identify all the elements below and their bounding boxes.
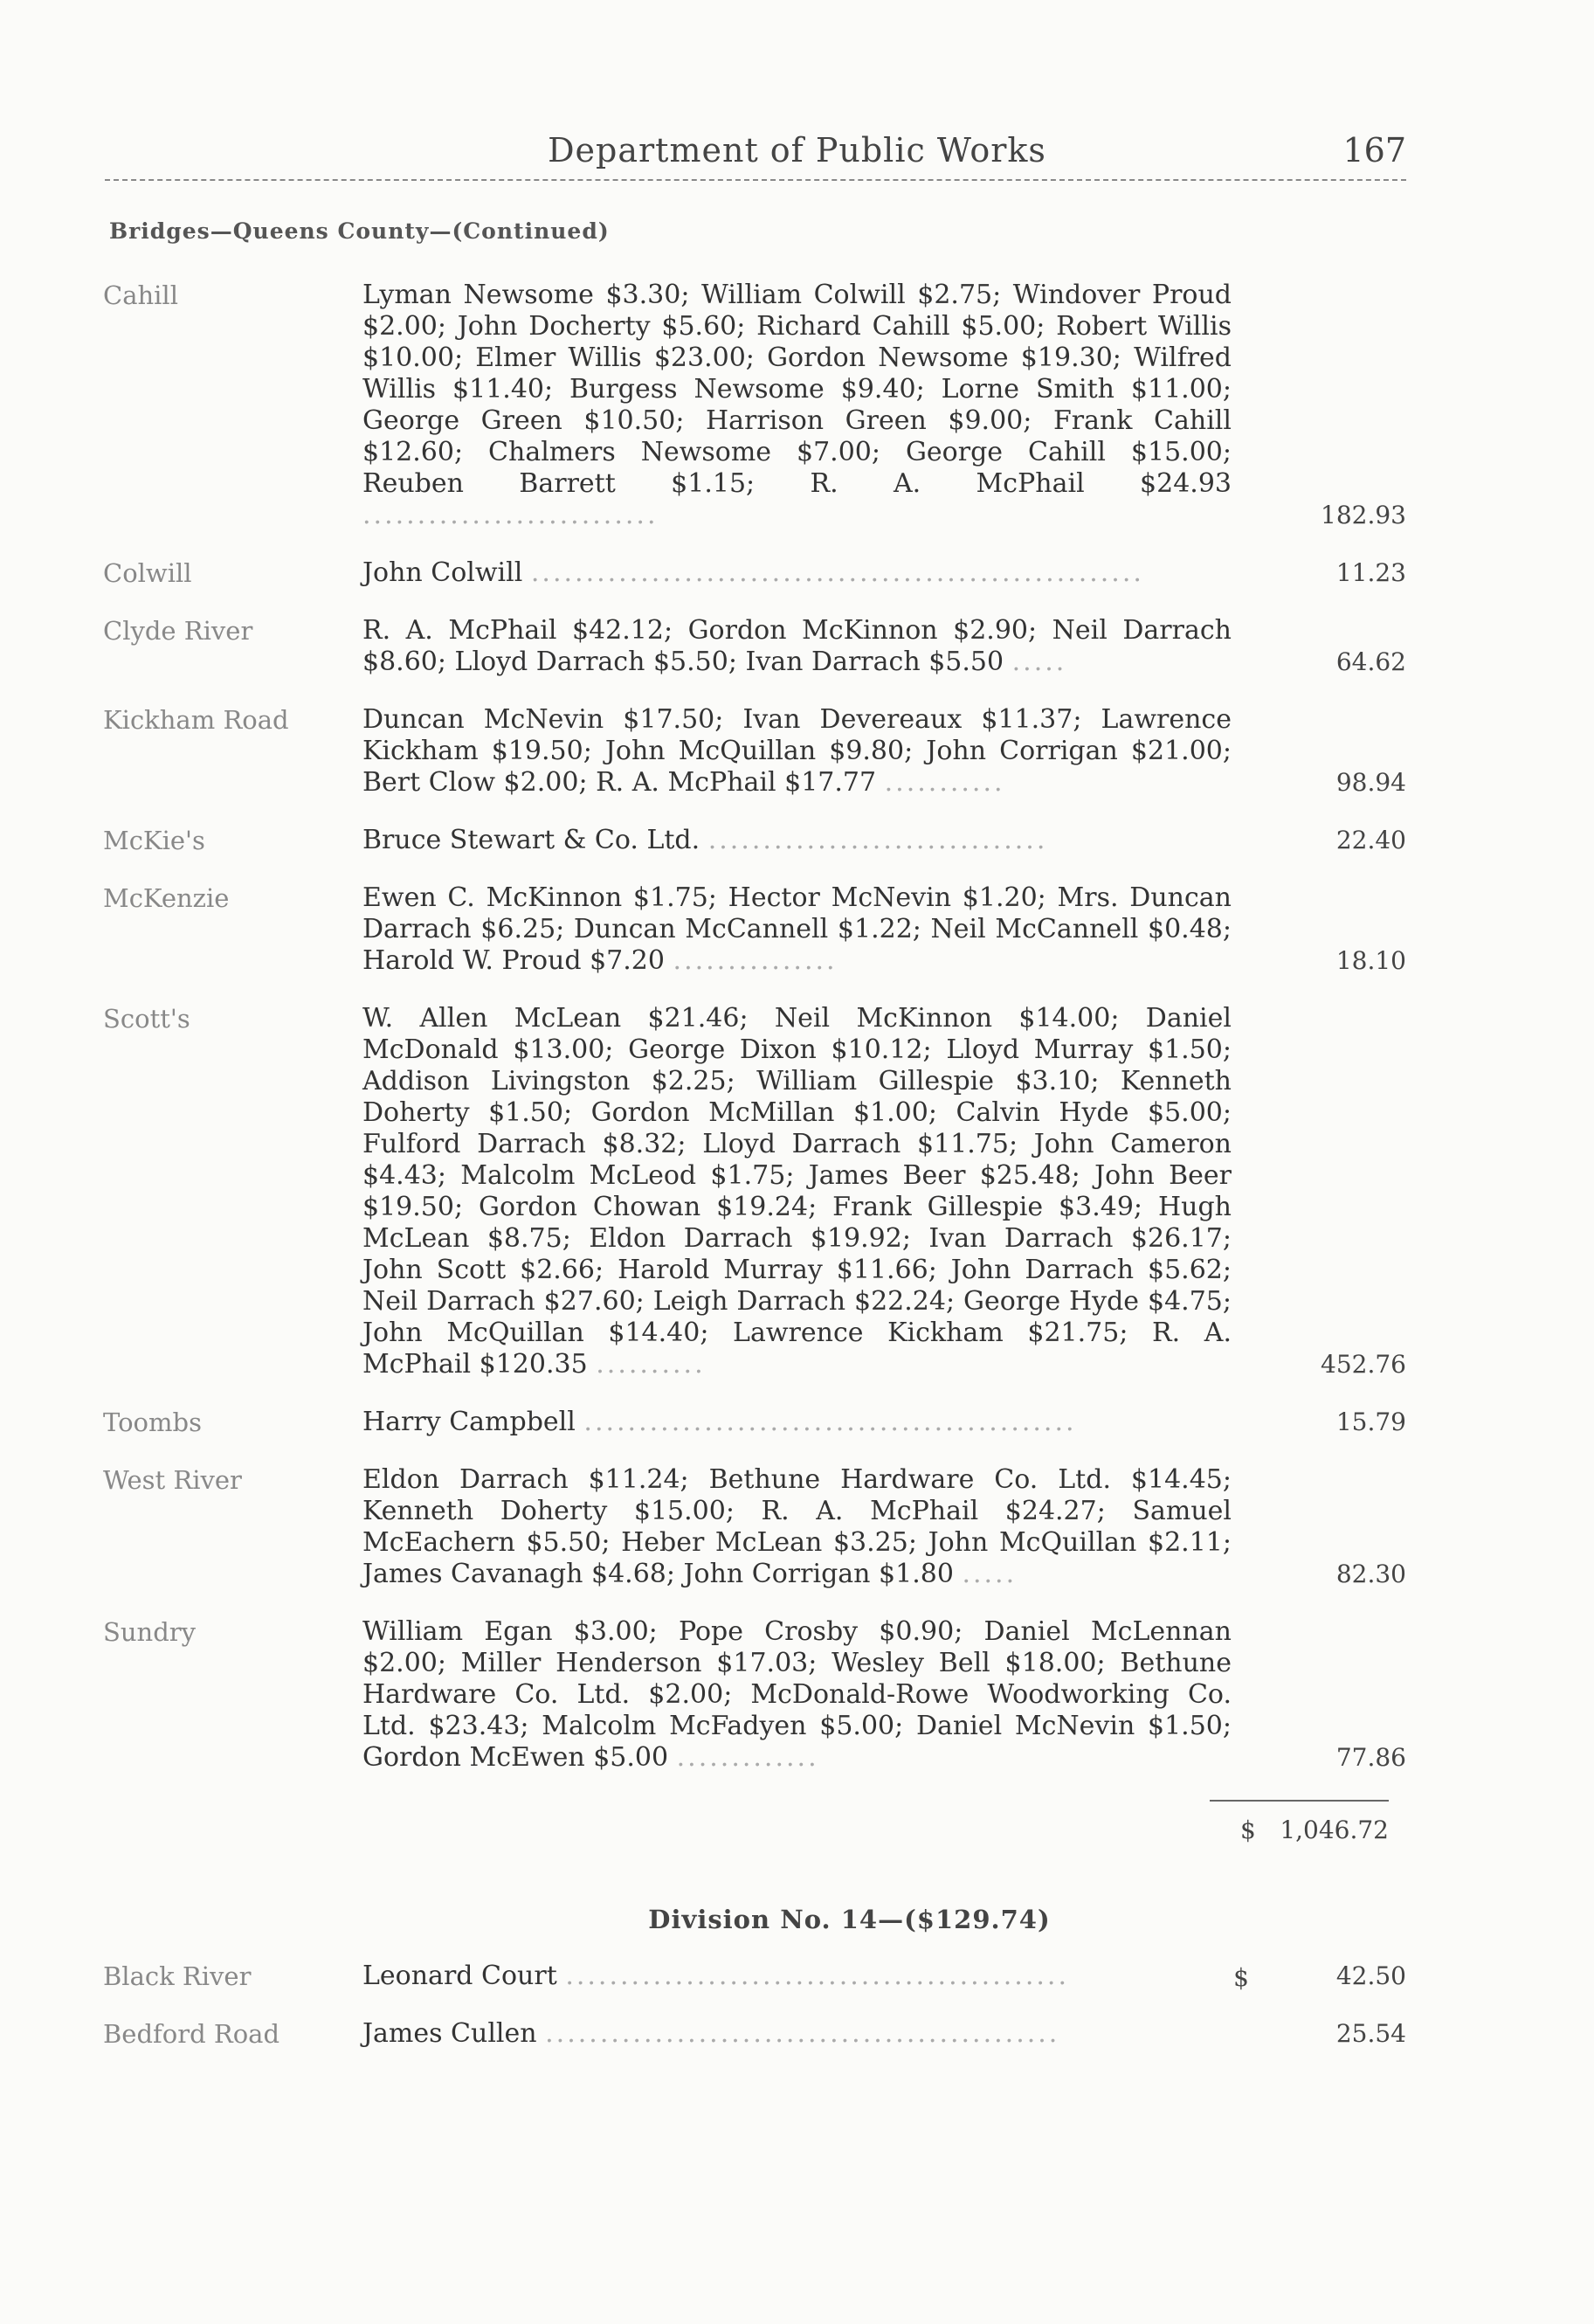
page-number: 167 xyxy=(1342,131,1406,169)
place-name: Clyde River xyxy=(103,616,253,646)
page-title: Department of Public Works xyxy=(548,131,1046,169)
leader-dots: ........................... xyxy=(362,500,659,530)
payee-text: Bruce Stewart & Co. Ltd. xyxy=(362,825,700,855)
place-name: McKenzie xyxy=(103,883,230,913)
payee-text: Harry Campbell xyxy=(362,1407,576,1437)
list-item xyxy=(0,1616,1594,1774)
amount: 42.50 xyxy=(1335,1961,1406,1990)
list-item xyxy=(0,280,1594,531)
payee-text: Eldon Darrach $11.24; Bethune Hardware Co. Ltd. $14.45; Kenneth Doherty $15.00; R. A. McPhail $24.27; Samuel McEachern $5.50; Heber McLean $3.25; John McQuillan $2.11; James Cavanagh $4.68; John Corrigan $1.80 xyxy=(362,1464,1232,1589)
amount: 82.30 xyxy=(1335,1560,1406,1588)
payee-details xyxy=(362,615,1232,678)
place-name: Kickham Road xyxy=(103,705,289,735)
place-name: West River xyxy=(103,1465,242,1495)
amount: 11.23 xyxy=(1335,558,1406,587)
payee-details xyxy=(362,1407,1232,1438)
leader-dots: ........... xyxy=(884,767,1005,798)
place-name: Black River xyxy=(103,1961,252,1991)
list-item xyxy=(0,1407,1594,1438)
payee-details xyxy=(362,1003,1232,1380)
amount: 77.86 xyxy=(1335,1743,1406,1772)
place-name: Colwill xyxy=(103,558,192,588)
payee-details xyxy=(362,704,1232,799)
leader-dots: ............. xyxy=(676,1742,819,1773)
payee-text: William Egan $3.00; Pope Crosby $0.90; Daniel McLennan $2.00; Miller Henderson $17.03; Wesley Bell $18.00; Bethune Hardware Co. Ltd. $2.00; McDonald-Rowe Woodworking Co. Ltd. $23.43; Malcolm McFadyen $5.00; Daniel McNevin $1.50; Gordon McEwen $5.00 xyxy=(362,1616,1232,1773)
payee-text: Lyman Newsome $3.30; William Colwill $2.75; Windover Proud $2.00; John Docherty $5.60; Richard Cahill $5.00; Robert Willis $10.00; Elmer Willis $23.00; Gordon Newsome $19.30; Wilfred Willis $11.40; Burgess Newsome $9.40; Lorne Smith $11.00; George Green $10.50; Harrison Green $9.00; Frank Cahill $12.60; Chalmers Newsome $7.00; George Cahill $15.00; Reuben Barrett $1.15; R. A. McPhail $24.93 xyxy=(362,280,1232,499)
place-name: Toombs xyxy=(103,1408,202,1437)
list-item xyxy=(0,704,1594,799)
leader-dots: ............................................. xyxy=(583,1407,1077,1437)
currency-symbol: $ xyxy=(1240,1816,1256,1844)
payee-text: Leonard Court xyxy=(362,1961,557,1991)
leader-dots: ........................................................ xyxy=(530,557,1144,588)
list-item xyxy=(0,2018,1594,2050)
payee-details xyxy=(362,557,1232,589)
total-divider xyxy=(1210,1800,1389,1802)
amount: 64.62 xyxy=(1335,647,1406,676)
payee-details xyxy=(362,1616,1232,1774)
place-name: McKie's xyxy=(103,826,205,855)
amount: 25.54 xyxy=(1335,2019,1406,2048)
expenditure-list xyxy=(0,280,1594,2076)
division-heading: Division No. 14—($129.74) xyxy=(648,1905,1051,1934)
header-divider xyxy=(105,179,1406,181)
list-item xyxy=(0,1464,1594,1590)
section-heading: Bridges—Queens County—(Continued) xyxy=(109,218,610,244)
leader-dots: ............................... xyxy=(707,825,1048,855)
place-name: Cahill xyxy=(103,280,178,310)
leader-dots: .............................................. xyxy=(565,1961,1069,1991)
payee-details xyxy=(362,2018,1232,2050)
payee-details xyxy=(362,882,1232,977)
payee-details xyxy=(362,1464,1232,1590)
payee-text: Ewen C. McKinnon $1.75; Hector McNevin $1.20; Mrs. Duncan Darrach $6.25; Duncan McCannell $1.22; Neil McCannell $0.48; Harold W. Proud $7.20 xyxy=(362,882,1232,976)
leader-dots: ............................................... xyxy=(545,2018,1060,2049)
payee-text: R. A. McPhail $42.12; Gordon McKinnon $2.90; Neil Darrach $8.60; Lloyd Darrach $5.50; Ivan Darrach $5.50 xyxy=(362,615,1232,677)
currency-symbol: $ xyxy=(1233,1963,1249,1992)
amount: 15.79 xyxy=(1335,1408,1406,1436)
list-item xyxy=(0,882,1594,977)
amount: 452.76 xyxy=(1321,1350,1406,1379)
list-item xyxy=(0,615,1594,678)
payee-text: Duncan McNevin $17.50; Ivan Devereaux $11.37; Lawrence Kickham $19.50; John McQuillan $9.80; John Corrigan $21.00; Bert Clow $2.00; R. A. McPhail $17.77 xyxy=(362,704,1232,798)
amount: 98.94 xyxy=(1335,768,1406,797)
place-name: Scott's xyxy=(103,1004,190,1034)
amount: 182.93 xyxy=(1321,501,1406,529)
leader-dots: ..... xyxy=(962,1559,1018,1589)
list-item xyxy=(0,557,1594,589)
place-name: Sundry xyxy=(103,1617,197,1647)
list-item xyxy=(0,1003,1594,1380)
leader-dots: ..... xyxy=(1011,647,1067,677)
place-name: Bedford Road xyxy=(103,2019,280,2049)
leader-dots: .......... xyxy=(596,1349,706,1380)
list-item xyxy=(0,825,1594,856)
payee-details xyxy=(362,1961,1232,1992)
list-item xyxy=(0,1961,1594,1992)
payee-text: John Colwill xyxy=(362,557,523,588)
amount: 18.10 xyxy=(1335,946,1406,975)
total-amount: 1,046.72 xyxy=(1280,1816,1389,1844)
payee-text: James Cullen xyxy=(362,2018,537,2049)
amount: 22.40 xyxy=(1335,826,1406,854)
leader-dots: ............... xyxy=(673,945,838,976)
payee-text: W. Allen McLean $21.46; Neil McKinnon $14.00; Daniel McDonald $13.00; George Dixon $10.12; Lloyd Murray $1.50; Addison Livingston $2.25; William Gillespie $3.10; Kenneth Doherty $1.50; Gordon McMillan $1.00; Calvin Hyde $5.00; Fulford Darrach $8.32; Lloyd Darrach $11.75; John Cameron $4.43; Malcolm McLeod $1.75; James Beer $25.48; John Beer $19.50; Gordon Chowan $19.24; Frank Gillespie $3.49; Hugh McLean $8.75; Eldon Darrach $19.92; Ivan Darrach $26.17; John Scott $2.66; Harold Murray $11.66; John Darrach $5.62; Neil Darrach $27.60; Leigh Darrach $22.24; George Hyde $4.75; John McQuillan $14.40; Lawrence Kickham $21.75; R. A. McPhail $120.35 xyxy=(362,1003,1232,1380)
payee-details xyxy=(362,280,1232,531)
payee-details xyxy=(362,825,1232,856)
total-row xyxy=(0,1800,1594,1896)
